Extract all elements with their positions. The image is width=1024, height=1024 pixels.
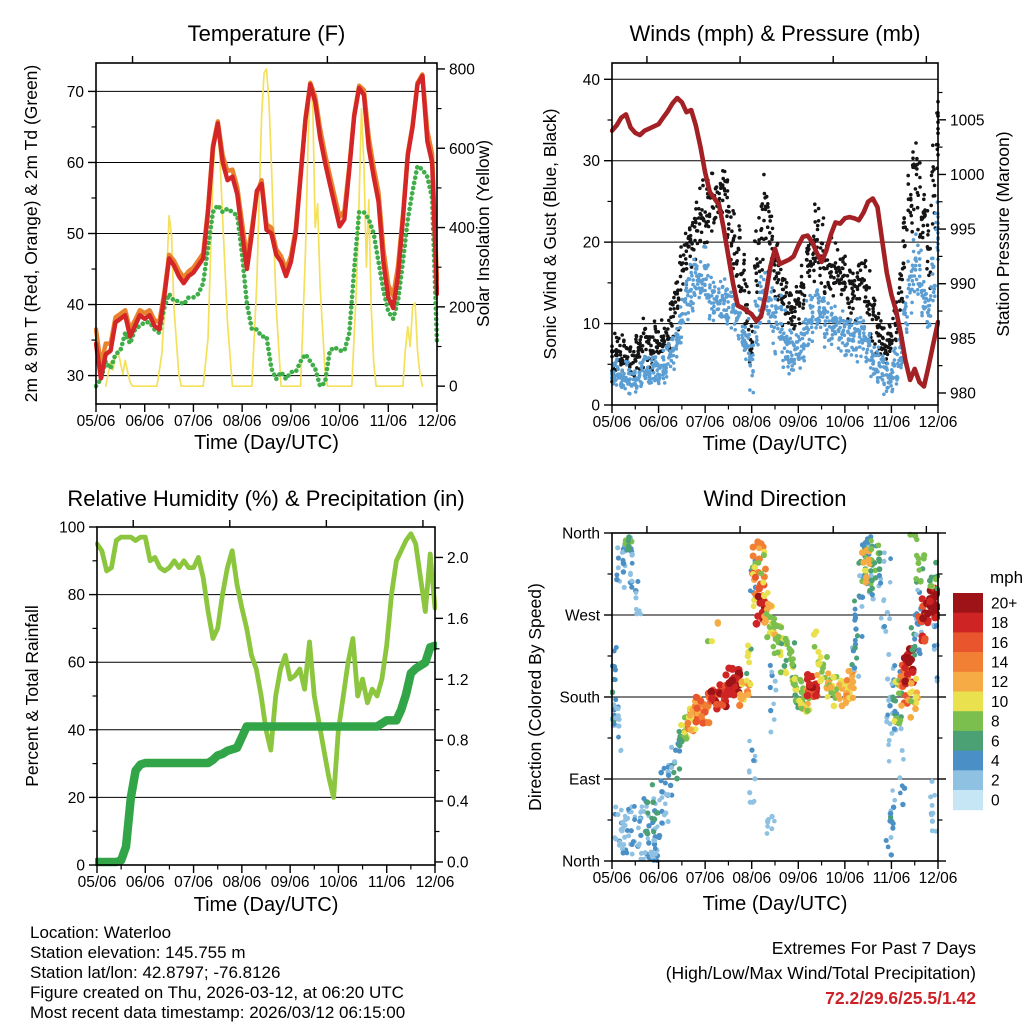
rh_precip-x-tick-label: 07/06 [174, 874, 213, 891]
wind_direction-y-tick-label: East [568, 771, 600, 789]
rh_precip-y-tick-label: 100 [59, 519, 85, 537]
colorbar-tick-label: 8 [991, 713, 1000, 731]
colorbar-tick-label: 10 [991, 693, 1009, 711]
winds_pressure-y2-axis-label: Station Pressure (Maroon) [993, 131, 1013, 337]
temperature-chart-title: Temperature (F) [187, 21, 346, 46]
winds_pressure-y2-tick-label: 1005 [950, 112, 985, 130]
temperature-y2-tick-label: 200 [449, 299, 475, 317]
winds_pressure-y-tick-label: 0 [591, 397, 600, 415]
colorbar-title: mph [990, 568, 1024, 587]
rh_precip-chart-title: Relative Humidity (%) & Precipitation (in) [67, 486, 465, 511]
station-latlon: Station lat/lon: 42.8797; -76.8126 [30, 963, 281, 982]
winds_pressure-y-tick-label: 10 [582, 316, 600, 334]
temperature-series [96, 69, 437, 386]
wind-gust-dots [610, 100, 940, 388]
station-location: Location: Waterloo [30, 923, 172, 942]
colorbar-tick-label: 2 [991, 772, 1000, 790]
winds_pressure-x-tick-label: 11/06 [872, 414, 911, 431]
wind_direction-y-tick-label: South [559, 689, 600, 707]
wind_direction-x-tick-label: 09/06 [778, 870, 818, 887]
wind_direction-y-tick-label: North [562, 525, 600, 543]
winds_pressure-x-tick-label: 12/06 [918, 414, 958, 431]
rh_precip-y2-tick-label: 1.2 [447, 671, 469, 689]
extremes-title: Extremes For Past 7 Days [771, 938, 976, 958]
extremes-subtitle: (High/Low/Max Wind/Total Precipitation) [665, 963, 976, 983]
colorbar-tick-label: 18 [991, 615, 1009, 633]
temperature-x-tick-label: 09/06 [271, 413, 311, 430]
temperature-y-tick-label: 60 [66, 154, 84, 172]
rh_precip-y2-tick-label: 0.8 [447, 732, 469, 750]
temperature-x-tick-label: 10/06 [320, 413, 359, 430]
temperature-y2-tick-label: 400 [449, 220, 475, 238]
winds_pressure-x-tick-label: 07/06 [685, 414, 725, 431]
wind_direction-x-tick-label: 05/06 [592, 870, 632, 887]
winds_pressure-y2-tick-label: 995 [950, 221, 976, 239]
colorbar-tick-label: 20+ [991, 595, 1018, 613]
rh_precip-x-tick-label: 06/06 [125, 874, 165, 891]
winds_pressure-x-tick-label: 05/06 [592, 414, 632, 431]
recent-data-timestamp: Most recent data timestamp: 2026/03/12 06:15:00 [30, 1003, 406, 1022]
colorbar-tick-label: 12 [991, 674, 1009, 692]
colorbar-tick-label: 0 [991, 792, 1000, 810]
colorbar-tick-label: 4 [991, 752, 1000, 770]
winds_pressure-y2-tick-label: 1000 [950, 166, 985, 184]
temperature-y-tick-label: 30 [66, 368, 84, 386]
temperature-x-tick-label: 11/06 [369, 413, 408, 430]
winds_pressure-chart-title: Winds (mph) & Pressure (mb) [629, 21, 921, 46]
rh_precip-y2-tick-label: 1.6 [447, 610, 469, 628]
winds-pressure-series [610, 98, 940, 396]
wind_direction-x-tick-label: 12/06 [918, 870, 958, 887]
colorbar-tick-label: 16 [991, 634, 1009, 652]
winds_pressure-y2-tick-label: 980 [950, 385, 976, 403]
wind_direction-chart-title: Wind Direction [703, 486, 847, 511]
temperature-y2-axis-label: Solar Insolation (Yellow) [473, 139, 493, 328]
station-elevation: Station elevation: 145.755 m [30, 943, 246, 962]
winds_pressure-x-tick-label: 10/06 [825, 414, 865, 431]
temperature-y-tick-label: 50 [66, 226, 84, 243]
rh_precip-x-axis-label: Time (Day/UTC) [193, 894, 339, 916]
winds_pressure-y-tick-label: 30 [582, 153, 600, 171]
wind_direction-x-tick-label: 08/06 [732, 870, 772, 887]
rh_precip-y-tick-label: 60 [67, 654, 85, 672]
temperature-x-tick-label: 07/06 [174, 413, 213, 430]
temperature-x-tick-label: 12/06 [417, 413, 457, 430]
rh_precip-y-tick-label: 80 [67, 587, 85, 605]
winds_pressure-x-tick-label: 06/06 [639, 414, 678, 431]
colorbar-tick-label: 6 [991, 733, 1000, 751]
rh_precip-x-tick-label: 05/06 [77, 874, 117, 891]
rh_precip-y-tick-label: 0 [76, 857, 85, 875]
temperature-x-tick-label: 08/06 [222, 413, 262, 430]
rh_precip-y2-tick-label: 2.0 [447, 549, 469, 567]
winds_pressure-y2-tick-label: 985 [950, 330, 976, 348]
rh_precip-y-tick-label: 20 [67, 789, 85, 807]
temperature-x-axis-label: Time (Day/UTC) [194, 432, 339, 454]
extremes-block [666, 936, 976, 1011]
rh_precip-y2-tick-label: 0.4 [447, 793, 469, 811]
rh_precip-frame [89, 520, 443, 873]
temperature-y2-tick-label: 800 [449, 61, 475, 79]
rh_precip-y2-tick-label: 0.0 [447, 854, 469, 872]
station-info-block [30, 923, 405, 1023]
temperature-y-tick-label: 70 [66, 83, 84, 101]
rh_precip-series [97, 534, 435, 862]
winds_pressure-y-tick-label: 40 [582, 71, 600, 89]
colorbar-tick-label: 14 [991, 654, 1009, 672]
rh_precip-y-tick-label: 40 [67, 722, 85, 740]
winds_pressure-x-axis-label: Time (Day/UTC) [702, 433, 848, 455]
rh_precip-y-axis-label: Percent & Total Rainfall [22, 605, 42, 787]
temperature-y-axis-label: 2m & 9m T (Red, Orange) & 2m Td (Green) [21, 64, 41, 403]
winds_pressure-y-axis-label: Sonic Wind & Gust (Blue, Black) [540, 108, 560, 360]
wind_direction-y-axis-label: Direction (Colored By Speed) [525, 583, 545, 811]
rh_precip-x-tick-label: 11/06 [367, 874, 406, 891]
temperature-axes [96, 91, 437, 375]
wind_direction-x-tick-label: 10/06 [825, 870, 865, 887]
wind_direction-x-tick-label: 11/06 [872, 870, 911, 887]
winds_pressure-y-tick-label: 20 [582, 234, 600, 252]
temperature-x-tick-label: 05/06 [76, 413, 116, 430]
winds_pressure-y2-tick-label: 990 [950, 276, 976, 294]
winds_pressure-x-tick-label: 09/06 [778, 414, 818, 431]
rh_precip-x-tick-label: 08/06 [222, 874, 262, 891]
temperature-y2-tick-label: 600 [449, 140, 475, 158]
wind_direction-y-tick-label: North [562, 853, 600, 871]
wind_direction-x-axis-label: Time (Day/UTC) [702, 893, 848, 915]
wind_direction-x-tick-label: 06/06 [639, 870, 678, 887]
speed-colorbar [953, 593, 983, 810]
temperature-x-tick-label: 06/06 [125, 413, 165, 430]
figure-created-timestamp: Figure created on Thu, 2026-03-12, at 06:20 UTC [30, 983, 404, 1002]
wind_direction-y-tick-label: West [564, 607, 600, 625]
rh_precip-x-tick-label: 12/06 [415, 874, 455, 891]
winds_pressure-x-tick-label: 08/06 [732, 414, 772, 431]
rh_precip-x-tick-label: 09/06 [270, 874, 310, 891]
rh_precip-x-tick-label: 10/06 [319, 874, 358, 891]
relative-humidity-line [97, 534, 435, 798]
extremes-values: 72.2/29.6/25.5/1.42 [825, 988, 976, 1008]
temp-2m-line [96, 76, 437, 379]
temperature-y-tick-label: 40 [66, 297, 84, 315]
wind_direction-x-tick-label: 07/06 [685, 870, 725, 887]
temperature-y2-tick-label: 0 [449, 378, 458, 396]
